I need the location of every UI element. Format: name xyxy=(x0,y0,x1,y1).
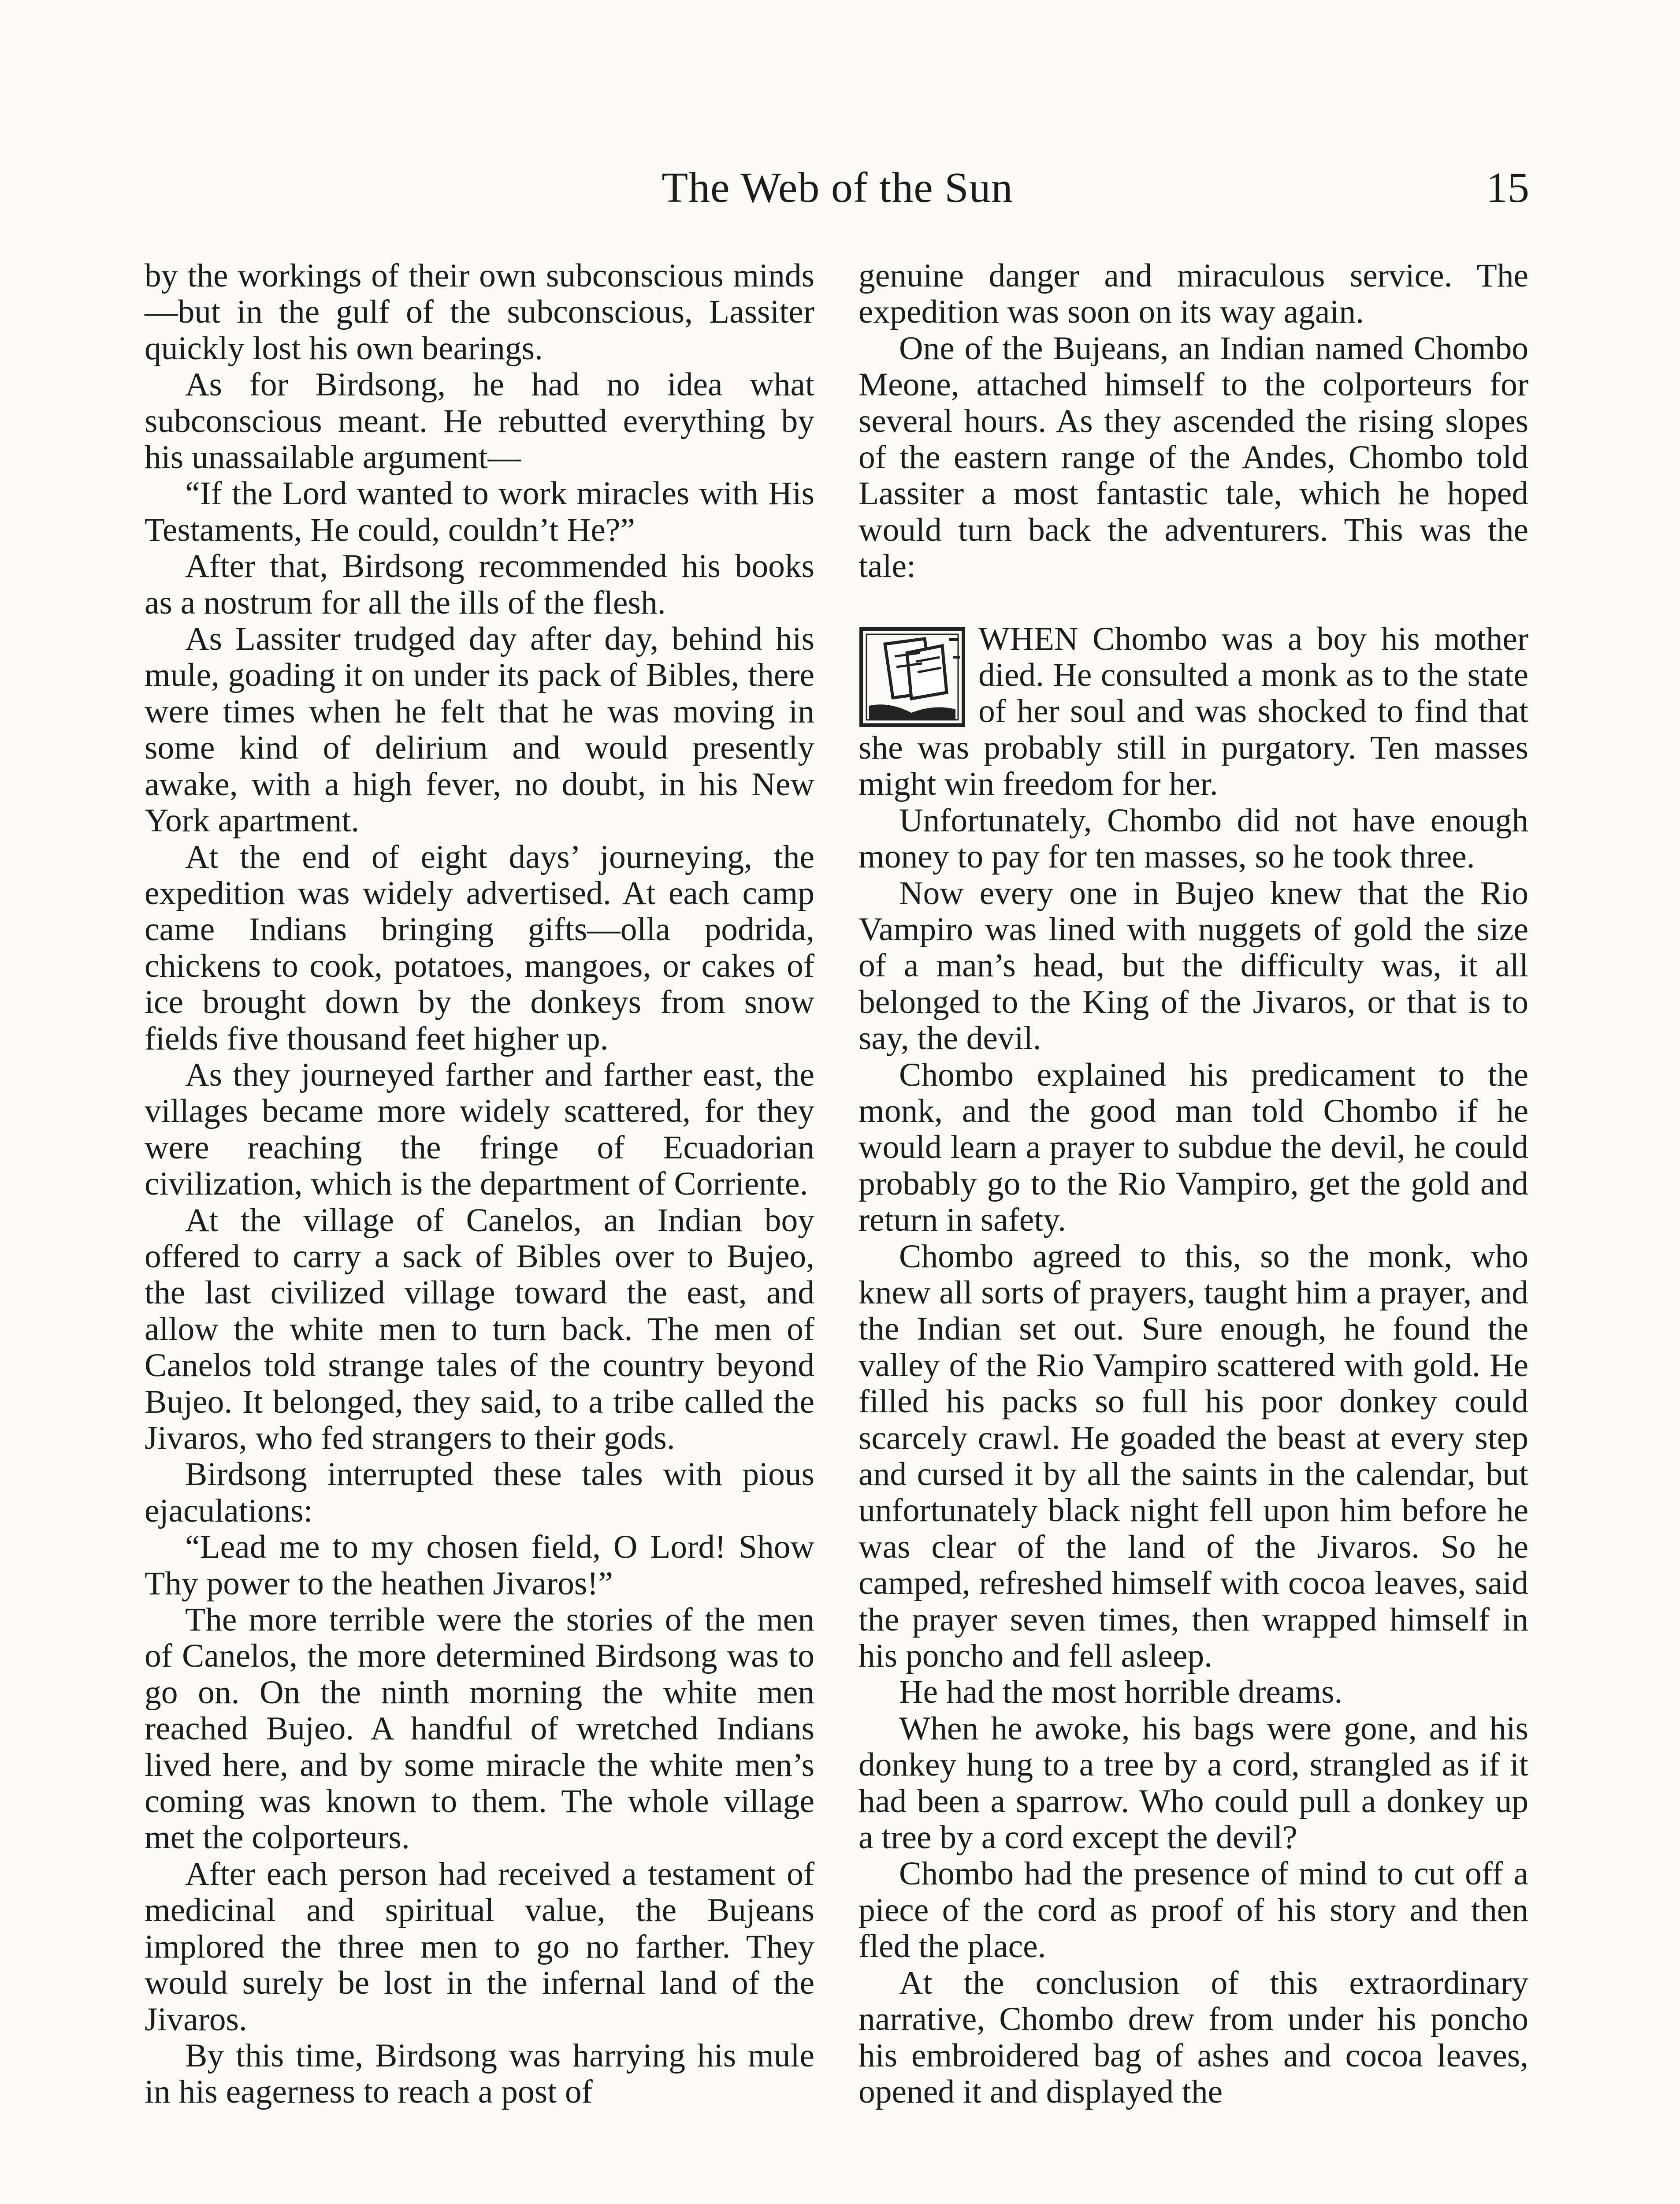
paragraph: As for Birdsong, he had no idea what subconscious meant. He rebutted everything by his unassailable argument— xyxy=(145,366,814,476)
paragraph: Birdsong interrupted these tales with pious ejaculations: xyxy=(145,1456,814,1529)
paragraph: At the village of Canelos, an Indian boy offered to carry a sack of Bibles over to Bujeo, the last civilized village toward the east, and allow the white men to turn back. The men of Canelos told strange tales of the country beyond Bujeo. It belonged, they said, to a tribe called the Jivaros, who fed strangers to their gods. xyxy=(145,1202,814,1456)
paragraph: by the workings of their own subconscious minds—but in the gulf of the subconscious, Lassiter quickly lost his own bearings. xyxy=(145,257,814,367)
left-column xyxy=(145,258,814,2111)
paragraph-text: WHEN Chombo was a boy his mother died. He consulted a monk as to the state of her soul and was shocked to find that she was probably still in purgatory. Ten masses might win freedom for her. xyxy=(859,620,1528,803)
paragraph: After that, Birdsong recommended his books as a nostrum for all the ills of the flesh. xyxy=(145,548,814,621)
paragraph: genuine danger and miraculous service. The expedition was soon on its way again. xyxy=(859,257,1528,331)
paragraph: As they journeyed farther and farther east, the villages became more widely scattered, for they were reaching the fringe of Ecuadorian civilization, which is the department of Corriente. xyxy=(145,1056,814,1203)
book-page-ornament-icon xyxy=(859,626,966,728)
paragraph: After each person had received a testament of medicinal and spiritual value, the Bujeans implored the three men to go no farther. They would surely be lost in the infernal land of the Jivaros. xyxy=(145,1855,814,2038)
paragraph: Unfortunately, Chombo did not have enough money to pay for ten masses, so he took three. xyxy=(859,802,1528,875)
paragraph: “If the Lord wanted to work miracles with His Testaments, He could, couldn’t He?” xyxy=(145,475,814,548)
page-number: 15 xyxy=(1486,164,1529,212)
paragraph: By this time, Birdsong was harrying his mule in his eagerness to reach a post of xyxy=(145,2037,814,2111)
page-header xyxy=(145,163,1529,225)
paragraph: “Lead me to my chosen field, O Lord! Show Thy power to the heathen Jivaros!” xyxy=(145,1529,814,1602)
paragraph: At the conclusion of this extraordinary narrative, Chombo drew from under his poncho his embroidered bag of ashes and cocoa leaves, opened it and displayed the xyxy=(859,1964,1528,2110)
right-column xyxy=(859,258,1528,2110)
paragraph: He had the most horrible dreams. xyxy=(899,1674,1343,1711)
paragraph: As Lassiter trudged day after day, behind his mule, goading it on under its pack of Bibles, there were times when he felt that he was moving in some kind of delirium and would presently awake, with a high fever, no doubt, in his New York apartment. xyxy=(145,621,814,839)
paragraph: Chombo explained his predicament to the monk, and the good man told Chombo if he would learn a prayer to subdue the devil, he could probably go to the Rio Vampiro, get the gold and return in safety. xyxy=(859,1056,1528,1239)
paragraph: Chombo had the presence of mind to cut off a piece of the cord as proof of his story and then fled the place. xyxy=(859,1855,1528,1965)
paragraph: Chombo agreed to this, so the monk, who knew all sorts of prayers, taught him a prayer, and the Indian set out. Sure enough, he found the valley of the Rio Vampiro scattered with gold. He filled his packs so full his poor donkey could scarcely crawl. He goaded the beast at every step and cursed it by all the saints in the calendar, but unfortunately black night fell upon him before he was clear of the land of the Jivaros. So he camped, refreshed himself with cocoa leaves, said the prayer seven times, then wrapped himself in his poncho and fell asleep. xyxy=(859,1238,1528,1675)
section-opening-paragraph xyxy=(859,621,1528,803)
paragraph: One of the Bujeans, an Indian named Chombo Meone, attached himself to the colporteurs for several hours. As they ascended the rising slopes of the eastern range of the Andes, Chombo told Lassiter a most fantastic tale, which he hoped would turn back the adventurers. This was the tale: xyxy=(859,330,1528,585)
paragraph: At the end of eight days’ journeying, the expedition was widely advertised. At each camp came Indians bringing gifts—olla podrida, chickens to cook, potatoes, mangoes, or cakes of ice brought down by the donkeys from snow fields five thousand feet higher up. xyxy=(145,838,814,1057)
running-title: The Web of the Sun xyxy=(662,164,1013,212)
paragraph: Now every one in Bujeo knew that the Rio Vampiro was lined with nuggets of gold the size of a man’s head, but the difficulty was, it all belonged to the King of the Jivaros, or that is to say, the devil. xyxy=(859,875,1528,1057)
paragraph: The more terrible were the stories of the men of Canelos, the more determined Birdsong was to go on. On the ninth morning the white men reached Bujeo. A handful of wretched Indians lived here, and by some miracle the white men’s coming was known to them. The whole village met the colporteurs. xyxy=(145,1601,814,1856)
paragraph: When he awoke, his bags were gone, and his donkey hung to a tree by a cord, strangled as if it had been a sparrow. Who could pull a donkey up a tree by a cord except the devil? xyxy=(859,1710,1528,1856)
